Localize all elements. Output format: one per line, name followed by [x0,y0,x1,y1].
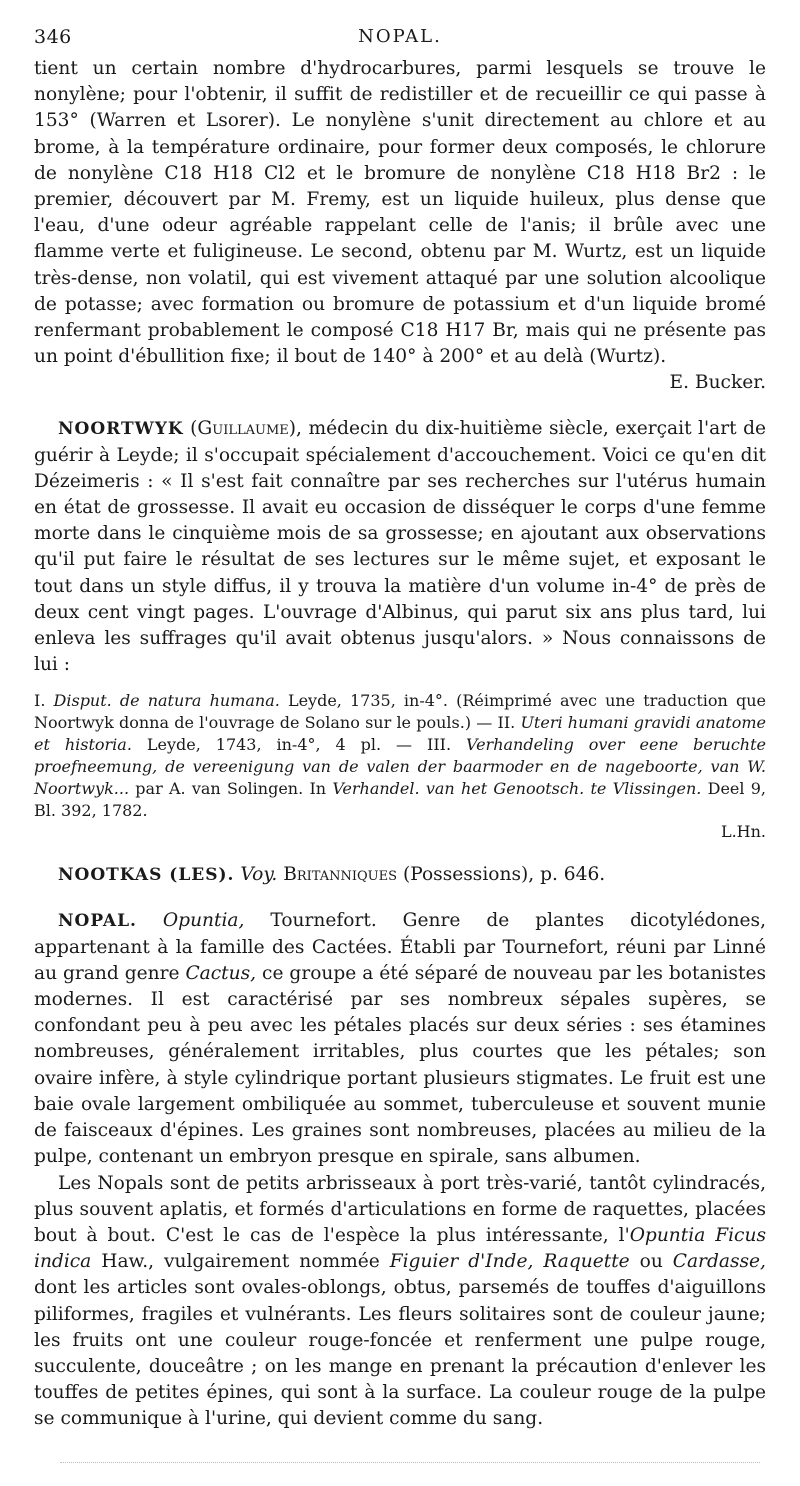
bib-rest-1: Leyde, 1735, in-4°. (Réimprimé avec une traduction que Noortwyk donna de l'ouvrage de Solano sur le pouls.) — II. [34,691,766,733]
nopal-name-2: Raquette [543,1251,630,1273]
nopal-cactus: Cactus, [185,962,257,984]
continuation-paragraph: tient un certain nombre d'hydrocarbures, parmi lesquels se trouve le nonylène; pour l'obtenir, il suffit de redistiller et de recueillir ce qui passe à 153° (Warren et Lsorer). Le nonylène s'unit directement au chlore et au brome, à la température ordinaire, pour former deux composés, le chlorure de nonylène C18 H18 Cl2 et le bromure de nonylène C18 H18 Br2 : le premier, découvert par M. Fremy, est un liquide huileux, plus dense que l'eau, d'une odeur agréable rappelant celle de l'anis; il brûle avec une flamme verte et fuligineuse. Le second, obtenu par M. Wurtz, est un liquide très-dense, non volatil, qui est vivement attaqué par une solution alcoolique de potasse; avec formation ou bromure de potassium et d'un liquide bromé renfermant probablement le composé C18 H17 Br, mais qui ne présente pas un point d'ébullition fixe; il bout de 140° à 200° et au delà (Wurtz). [34,58,766,368]
nopal-genus: Opuntia, [162,910,245,932]
nootkas-voy: Voy. [240,864,278,886]
nopal-p2b: Haw., vulgairement nommée [101,1251,380,1273]
continuation-signature: E. Bucker. [669,372,766,394]
noortwyk-bibliography [34,690,766,822]
nopal-p2a: Les Nopals sont de petits arbrisseaux à port très-varié, tantôt cylindracés, plus souvent aplatis, et formés d'articulations en forme de raquettes, placées bout à bout. C'est le cas de l'espèce la plus intéressante, l' [34,1172,766,1246]
noortwyk-text: médecin du dix-huitième siècle, exerçait l'art de guérir à Leyde; il s'occupait spécialement d'accouchement. Voici ce qu'en dit Dézeimeris : « Il s'est fait connaître par ses recherches sur l'utérus humain en état de grossesse. Il avait eu occasion de disséquer le corps d'une femme morte dans le cinquième mois de sa grossesse; en ajoutant aux observations qu'il put faire le résultat de ses lectures sur le même sujet, et exposant le tout dans un style diffus, il y trouva la matière d'un volume in-4° de près de deux cent vingt pages. L'ouvrage d'Albinus, qui parut six ans plus tard, lui enleva les suffrages qu'il avait obtenus jusqu'alors. » Nous connaissons de lui : [34,418,766,676]
bib-title-1: Disput. de natura humana. [53,691,280,711]
noortwyk-name: (Guillaume), [190,418,302,440]
entry-nopal [34,908,766,1170]
bib-title-3: Verhandeling over eene beruchte proefneemung, de vereenigung van de valen der baarmoder en de nageboorte, van W. Noortwyk... [34,735,767,799]
nopal-name-3: Cardasse, [672,1251,766,1273]
bib-title-2: Uteri humani gravidi anatome et historia. [34,713,766,755]
nopal-p2c: dont les articles sont ovales-oblongs, obtus, parsemés de touffes d'aiguillons piliformes, fragiles et vulnérants. Les fleurs solitaires sont de couleur jaune; les fruits ont une couleur rouge-foncée et renferment une pulpe rouge, succulente, douceâtre ; on les mange en prenant la précaution d'enlever les touffes de petites épines, qui sont à la surface. La couleur rouge de la pulpe se communique à l'urine, qui devient comme du sang. [34,1277,766,1430]
nopal-ou: ou [639,1251,663,1273]
nopal-species: Opuntia Ficus indica [34,1224,766,1273]
nopal-paragraph-2 [34,1171,766,1433]
page-number: 346 [34,26,72,48]
bottom-dotted-rule [60,1462,760,1463]
entry-noortwyk [34,416,766,678]
nootkas-ref: Britanniques [283,864,398,886]
page-header [34,26,766,56]
headword-nopal: NOPAL. [58,911,137,932]
entry-nootkas [34,862,766,888]
headword-nootkas: NOOTKAS (LES). [58,865,235,886]
nootkas-ref-rest: (Possessions), p. 646. [402,864,606,886]
bib-mid-3: par A. van Solingen. In [135,779,327,799]
bib-title-3b: Verhandel. van het Genootsch. te Vlissingen. [332,779,702,799]
bib-rest-2: Leyde, 1743, in-4°, 4 pl. — III. [146,735,452,755]
bib-rest-3: Deel 9, Bl. 392, 1782. [34,779,767,821]
document-page [34,26,766,1433]
nopal-p1b: ce groupe a été séparé de nouveau par les botanistes modernes. Il est caractérisé par ses nombreux sépales supères, se confondant peu à peu avec les pétales placés sur deux séries : ses étamines nombreuses, généralement irritables, plus courtes que les pétales; son ovaire infère, à style cylindrique portant plusieurs stigmates. Le fruit est une baie ovale largement ombiliquée au sommet, tuberculeuse et souvent munie de faisceaux d'épines. Les graines sont nombreuses, placées au milieu de la pulpe, contenant un embryon presque en spirale, sans albumen. [34,962,766,1168]
bib-num: I. [34,691,46,711]
running-head: NOPAL. [358,26,442,47]
nopal-p1a: Tournefort. Genre de plantes dicotylédones, appartenant à la famille des Cactées. Établi par Tournefort, réuni par Linné au grand genre [34,910,766,984]
noortwyk-signature: L.Hn. [720,822,766,842]
nopal-name-1: Figuier d'Inde, [389,1251,534,1273]
headword-noortwyk: NOORTWYK [58,419,184,440]
